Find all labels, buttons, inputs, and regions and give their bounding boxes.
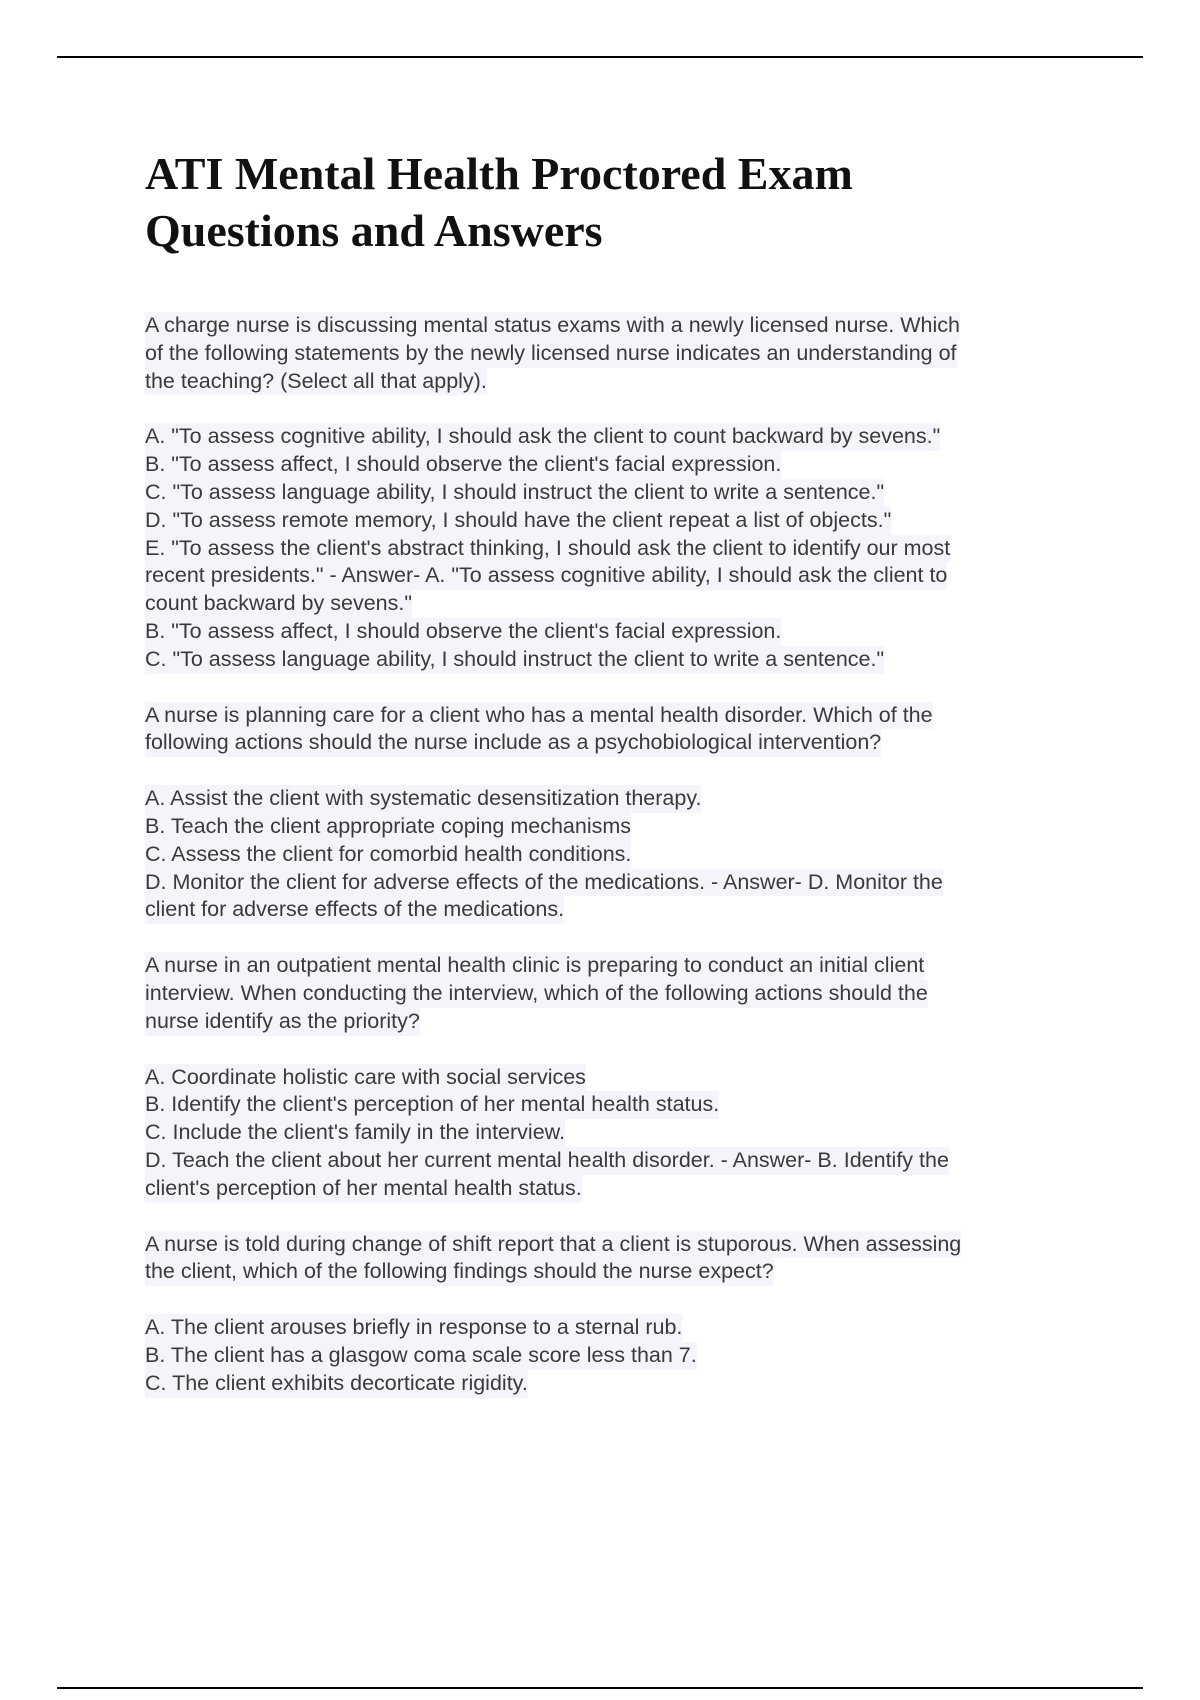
stem-line: of the following statements by the newly licensed nurse indicates an understanding of — [145, 340, 957, 368]
question-stem — [145, 1231, 1075, 1287]
top-rule — [57, 56, 1143, 58]
option-line: D. "To assess remote memory, I should have the client repeat a list of objects." — [145, 507, 891, 535]
answer-options — [145, 1314, 1075, 1397]
stem-line: following actions should the nurse include as a psychobiological intervention? — [145, 729, 881, 757]
option-line: A. "To assess cognitive ability, I should ask the client to count backward by sevens." — [145, 423, 940, 451]
question-stem — [145, 312, 1075, 395]
option-line: client's perception of her mental health status. — [145, 1175, 582, 1203]
option-line: B. "To assess affect, I should observe the client's facial expression. — [145, 618, 781, 646]
stem-line: A nurse is told during change of shift report that a client is stuporous. When assessing — [145, 1231, 961, 1259]
question-2 — [145, 702, 1075, 925]
stem-line: the teaching? (Select all that apply). — [145, 368, 487, 396]
question-stem — [145, 702, 1075, 758]
stem-line: A charge nurse is discussing mental status exams with a newly licensed nurse. Which — [145, 312, 960, 340]
option-line: C. Assess the client for comorbid health conditions. — [145, 841, 631, 869]
option-line: count backward by sevens." — [145, 590, 412, 618]
question-3 — [145, 952, 1075, 1202]
stem-line: interview. When conducting the interview, which of the following actions should the — [145, 980, 928, 1008]
question-1 — [145, 312, 1075, 674]
stem-line: nurse identify as the priority? — [145, 1008, 420, 1036]
stem-line: the client, which of the following findings should the nurse expect? — [145, 1258, 774, 1286]
option-line: C. "To assess language ability, I should instruct the client to write a sentence." — [145, 646, 884, 674]
option-line: B. "To assess affect, I should observe the client's facial expression. — [145, 451, 781, 479]
answer-options — [145, 423, 1075, 673]
option-line: E. "To assess the client's abstract thinking, I should ask the client to identify our most — [145, 535, 950, 563]
option-line: C. The client exhibits decorticate rigidity. — [145, 1370, 528, 1398]
option-line: C. Include the client's family in the interview. — [145, 1119, 565, 1147]
option-line: C. "To assess language ability, I should instruct the client to write a sentence." — [145, 479, 884, 507]
document-title — [145, 145, 1105, 259]
title-line: ATI Mental Health Proctored Exam — [145, 148, 853, 199]
option-line: A. Assist the client with systematic desensitization therapy. — [145, 785, 701, 813]
option-line: D. Teach the client about her current mental health disorder. - Answer- B. Identify the — [145, 1147, 949, 1175]
option-line: recent presidents." - Answer- A. "To assess cognitive ability, I should ask the client to — [145, 562, 947, 590]
option-line: B. Teach the client appropriate coping mechanisms — [145, 813, 631, 841]
title-line: Questions and Answers — [145, 205, 603, 256]
stem-line: A nurse in an outpatient mental health clinic is preparing to conduct an initial client — [145, 952, 924, 980]
bottom-rule — [57, 1687, 1143, 1689]
option-line: client for adverse effects of the medications. — [145, 896, 564, 924]
question-stem — [145, 952, 1075, 1035]
answer-options — [145, 1064, 1075, 1203]
stem-line: A nurse is planning care for a client who has a mental health disorder. Which of the — [145, 702, 933, 730]
option-line: A. The client arouses briefly in response to a sternal rub. — [145, 1314, 682, 1342]
option-line: A. Coordinate holistic care with social services — [145, 1064, 586, 1092]
question-4 — [145, 1231, 1075, 1398]
option-line: B. The client has a glasgow coma scale score less than 7. — [145, 1342, 697, 1370]
question-list — [145, 312, 1075, 1426]
option-line: D. Monitor the client for adverse effects of the medications. - Answer- D. Monitor the — [145, 869, 943, 897]
answer-options — [145, 785, 1075, 924]
option-line: B. Identify the client's perception of her mental health status. — [145, 1091, 719, 1119]
